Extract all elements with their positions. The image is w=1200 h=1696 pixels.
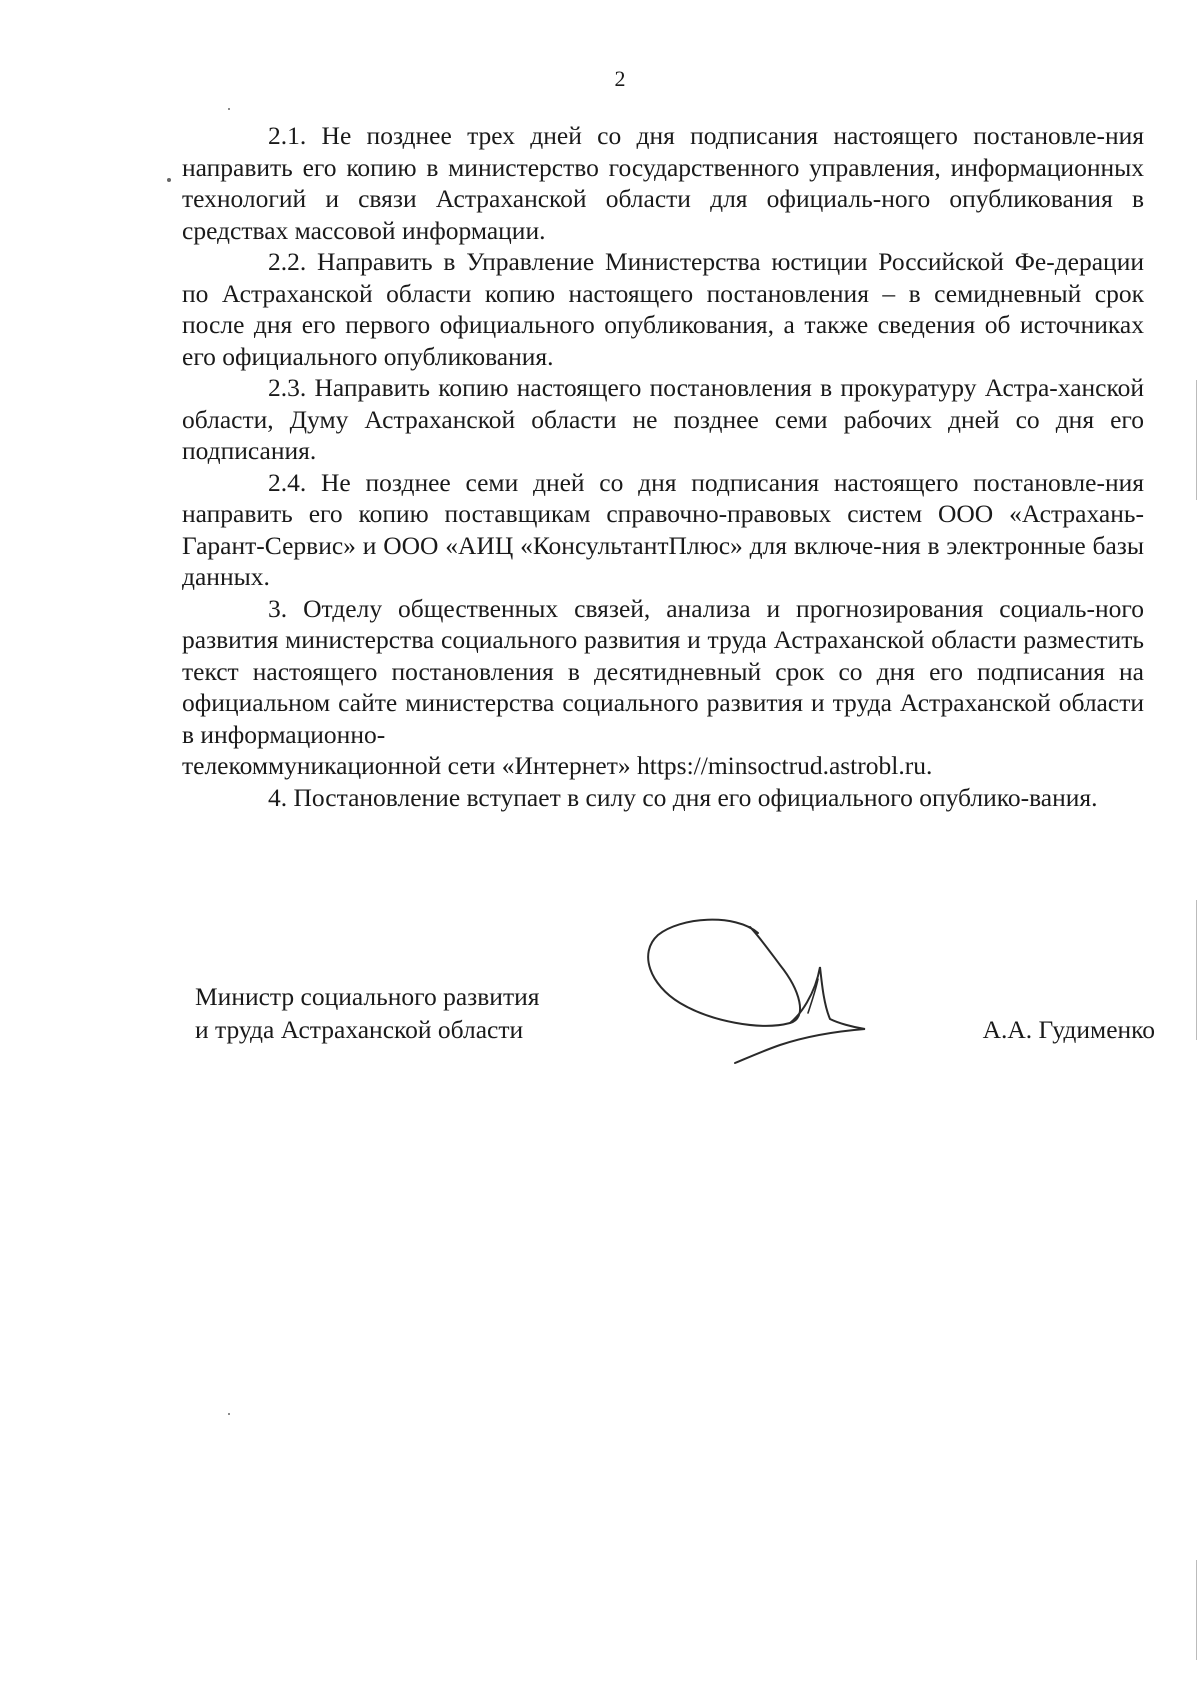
paragraph-3-text: 3. Отделу общественных связей, анализа и прогнозирования социаль-ного развития министерства социального развития и труда Астраханской области разместить текст настоящего постановления в десятидневный срок со дня его подписания на официальном сайте министерства социального развития и труда Астраханской области в информационно- bbox=[182, 593, 1144, 749]
signer-position-line-1: Министр социального развития bbox=[195, 982, 540, 1011]
scan-edge-mark bbox=[1196, 1560, 1197, 1660]
signer-position bbox=[195, 980, 539, 1046]
handwritten-signature bbox=[640, 905, 880, 1065]
paragraph-3-tail: телекоммуникационной сети «Интернет» https://minsoctrud.astrobl.ru. bbox=[182, 751, 933, 780]
scan-speck bbox=[167, 178, 171, 182]
paragraph-4: 4. Постановление вступает в силу со дня его официального опублико-вания. bbox=[268, 782, 1098, 812]
signer-name: А.А. Гудименко bbox=[982, 1015, 1155, 1044]
paragraph-2-1: 2.1. Не позднее трех дней со дня подписания настоящего постановле-ния направить его копию в министерство государственного управления, информационных технологий и связи Астраханской области для официаль-ного опубликования в средствах массовой информации. bbox=[182, 121, 1144, 245]
scan-speck bbox=[228, 108, 230, 110]
scan-edge-mark bbox=[1196, 380, 1197, 500]
scan-edge-mark bbox=[1196, 900, 1197, 1040]
paragraph-2-4: 2.4. Не позднее семи дней со дня подписания настоящего постановле-ния направить его копию поставщикам справочно-правовых систем ООО «Астрахань-Гарант-Сервис» и ООО «АИЦ «КонсультантПлюс» для включе-ния в электронные базы данных. bbox=[182, 467, 1144, 591]
page-number: 2 bbox=[614, 66, 626, 91]
document-body bbox=[182, 120, 1144, 813]
paragraph-2-3: 2.3. Направить копию настоящего постановления в прокуратуру Астра-ханской области, Думу Астраханской области не позднее семи рабочих дней со дня его подписания. bbox=[182, 373, 1144, 465]
signer-position-line-2: и труда Астраханской области bbox=[195, 1015, 524, 1044]
paragraph-3 bbox=[182, 593, 1144, 782]
scan-speck bbox=[228, 1413, 230, 1415]
paragraph-2-2: 2.2. Направить в Управление Министерства юстиции Российской Фе-дерации по Астраханской области копию настоящего постановления – в семидневный срок после дня его первого официального опубликования, а также сведения об источниках его официального опубликования. bbox=[182, 247, 1144, 371]
